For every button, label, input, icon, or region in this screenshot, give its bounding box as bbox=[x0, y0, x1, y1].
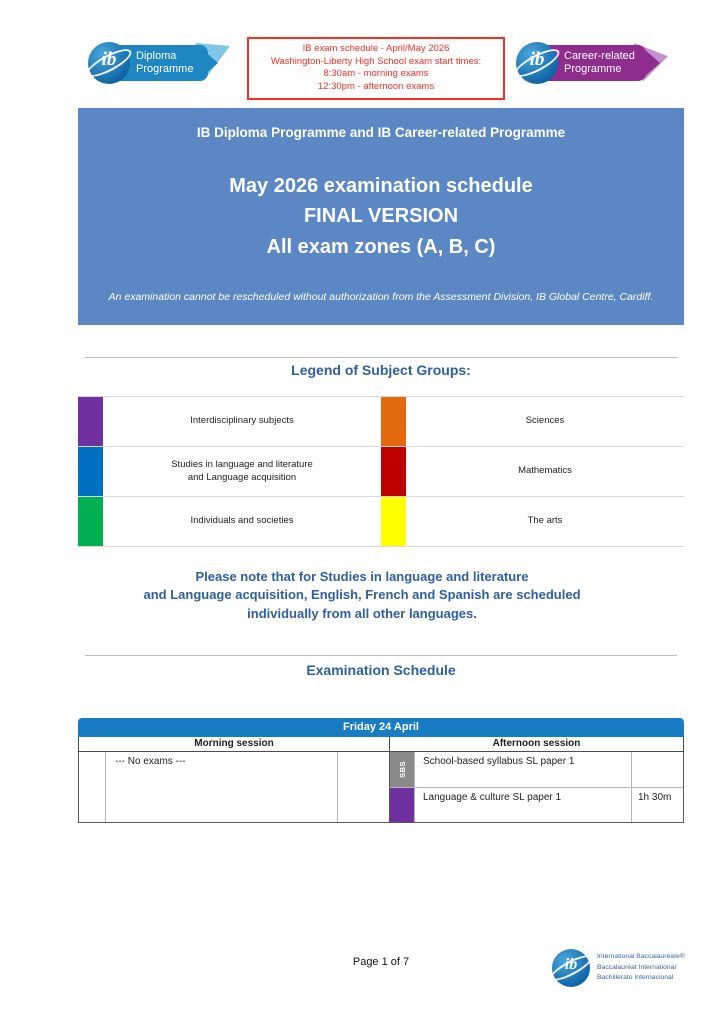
ib-footer-logo bbox=[552, 949, 685, 987]
document-header-block bbox=[78, 108, 684, 325]
legend-swatch-languages bbox=[78, 446, 103, 496]
morning-exam-text: --- No exams --- bbox=[106, 752, 337, 822]
title-line3: All exam zones (A, B, C) bbox=[266, 235, 496, 258]
legend-heading: Legend of Subject Groups: bbox=[291, 362, 471, 378]
examination-schedule-heading: Examination Schedule bbox=[306, 662, 456, 678]
morning-session-cell bbox=[79, 752, 390, 822]
title-line2: FINAL VERSION bbox=[303, 205, 459, 228]
exam-row-sbs bbox=[390, 752, 683, 788]
notice-line: IB exam schedule - April/May 2026 bbox=[302, 43, 450, 54]
notice-line: 8:30am - morning exams bbox=[323, 68, 429, 80]
exam-rows bbox=[78, 752, 684, 823]
legend-label-text: Mathematics bbox=[518, 465, 572, 477]
divider-line bbox=[85, 357, 677, 358]
group-tag-interdisciplinary bbox=[390, 788, 414, 823]
sbs-vertical-label: SBS bbox=[397, 760, 407, 778]
notice-line: 12:30pm - afternoon exams bbox=[317, 81, 435, 93]
exam-row-language-culture bbox=[390, 788, 683, 823]
morning-swatch-column bbox=[79, 752, 106, 822]
legend-swatch-individuals bbox=[78, 496, 103, 546]
legend-label bbox=[406, 496, 684, 546]
morning-duration-column bbox=[337, 752, 389, 822]
ib-emblem-letters: ib bbox=[529, 49, 545, 70]
career-related-programme-logo bbox=[516, 40, 668, 86]
diploma-programme-logo bbox=[88, 40, 230, 86]
logo-label-line1: Diploma bbox=[136, 50, 177, 62]
legend-label bbox=[103, 396, 381, 446]
group-tag-sbs bbox=[390, 752, 414, 787]
notice-line: Washington-Liberty High School exam start times: bbox=[270, 55, 482, 67]
exam-duration bbox=[631, 752, 683, 787]
legend-label bbox=[406, 446, 684, 496]
ib-name-spanish: Bachillerato Internacional bbox=[597, 974, 674, 982]
legend-label-text: Studies in language and literature bbox=[171, 458, 313, 470]
legend-label-text: Sciences bbox=[525, 415, 565, 427]
title-line1: May 2026 examination schedule bbox=[229, 175, 533, 197]
legend-label-text: and Language acquisition bbox=[187, 471, 297, 483]
legend-swatch-interdisciplinary bbox=[78, 396, 103, 446]
session-header-row bbox=[78, 737, 684, 752]
legend-label bbox=[103, 446, 381, 496]
exam-day-table bbox=[78, 718, 684, 823]
header-subtitle: IB Diploma Programme and IB Career-related Programme bbox=[196, 125, 566, 140]
ib-footer-text bbox=[597, 952, 685, 985]
legend-swatch-arts bbox=[381, 496, 406, 546]
logo-label-line2: Programme bbox=[136, 63, 194, 75]
afternoon-session-cell bbox=[390, 752, 683, 822]
legend-swatch-sciences bbox=[381, 396, 406, 446]
afternoon-session-header: Afternoon session bbox=[390, 737, 683, 751]
languages-scheduling-note bbox=[40, 568, 684, 623]
page-number: Page 1 of 7 bbox=[352, 956, 410, 968]
legend-table bbox=[78, 396, 684, 547]
legend-label-text: Individuals and societies bbox=[190, 515, 294, 527]
document-title bbox=[78, 171, 684, 262]
exam-name: Language & culture SL paper 1 bbox=[414, 788, 631, 823]
legend-swatch-mathematics bbox=[381, 446, 406, 496]
ib-emblem-icon bbox=[88, 42, 130, 84]
morning-session-header: Morning session bbox=[79, 737, 390, 751]
exam-name: School-based syllabus SL paper 1 bbox=[414, 752, 631, 787]
note-line: and Language acquisition, English, French and Spanish are scheduled bbox=[143, 587, 581, 603]
exam-start-times-notice bbox=[247, 37, 505, 100]
logo-label-line1: Career-related bbox=[564, 50, 635, 62]
legend-label-text: Interdisciplinary subjects bbox=[190, 415, 294, 427]
logo-label-line2: Programme bbox=[564, 63, 622, 75]
ib-name-french: Baccalauréat International bbox=[597, 963, 676, 971]
legend-label bbox=[103, 496, 381, 546]
legend-label bbox=[406, 396, 684, 446]
ib-emblem-icon bbox=[516, 42, 558, 84]
ib-emblem-letters: ib bbox=[564, 956, 578, 973]
divider-line bbox=[85, 655, 677, 656]
exam-date-bar: Friday 24 April bbox=[78, 718, 684, 737]
reschedule-note: An examination cannot be rescheduled without authorization from the Assessment Division, IB Global Centre, Cardiff. bbox=[108, 291, 654, 304]
ib-emblem-letters: ib bbox=[101, 49, 117, 70]
note-line: Please note that for Studies in language and literature bbox=[195, 569, 529, 584]
exam-duration: 1h 30m bbox=[631, 788, 683, 823]
ib-emblem-icon bbox=[552, 949, 590, 987]
ib-name-english: International Baccalaureate® bbox=[597, 952, 685, 960]
note-line: individually from all other languages. bbox=[247, 605, 477, 621]
legend-label-text: The arts bbox=[527, 515, 563, 527]
